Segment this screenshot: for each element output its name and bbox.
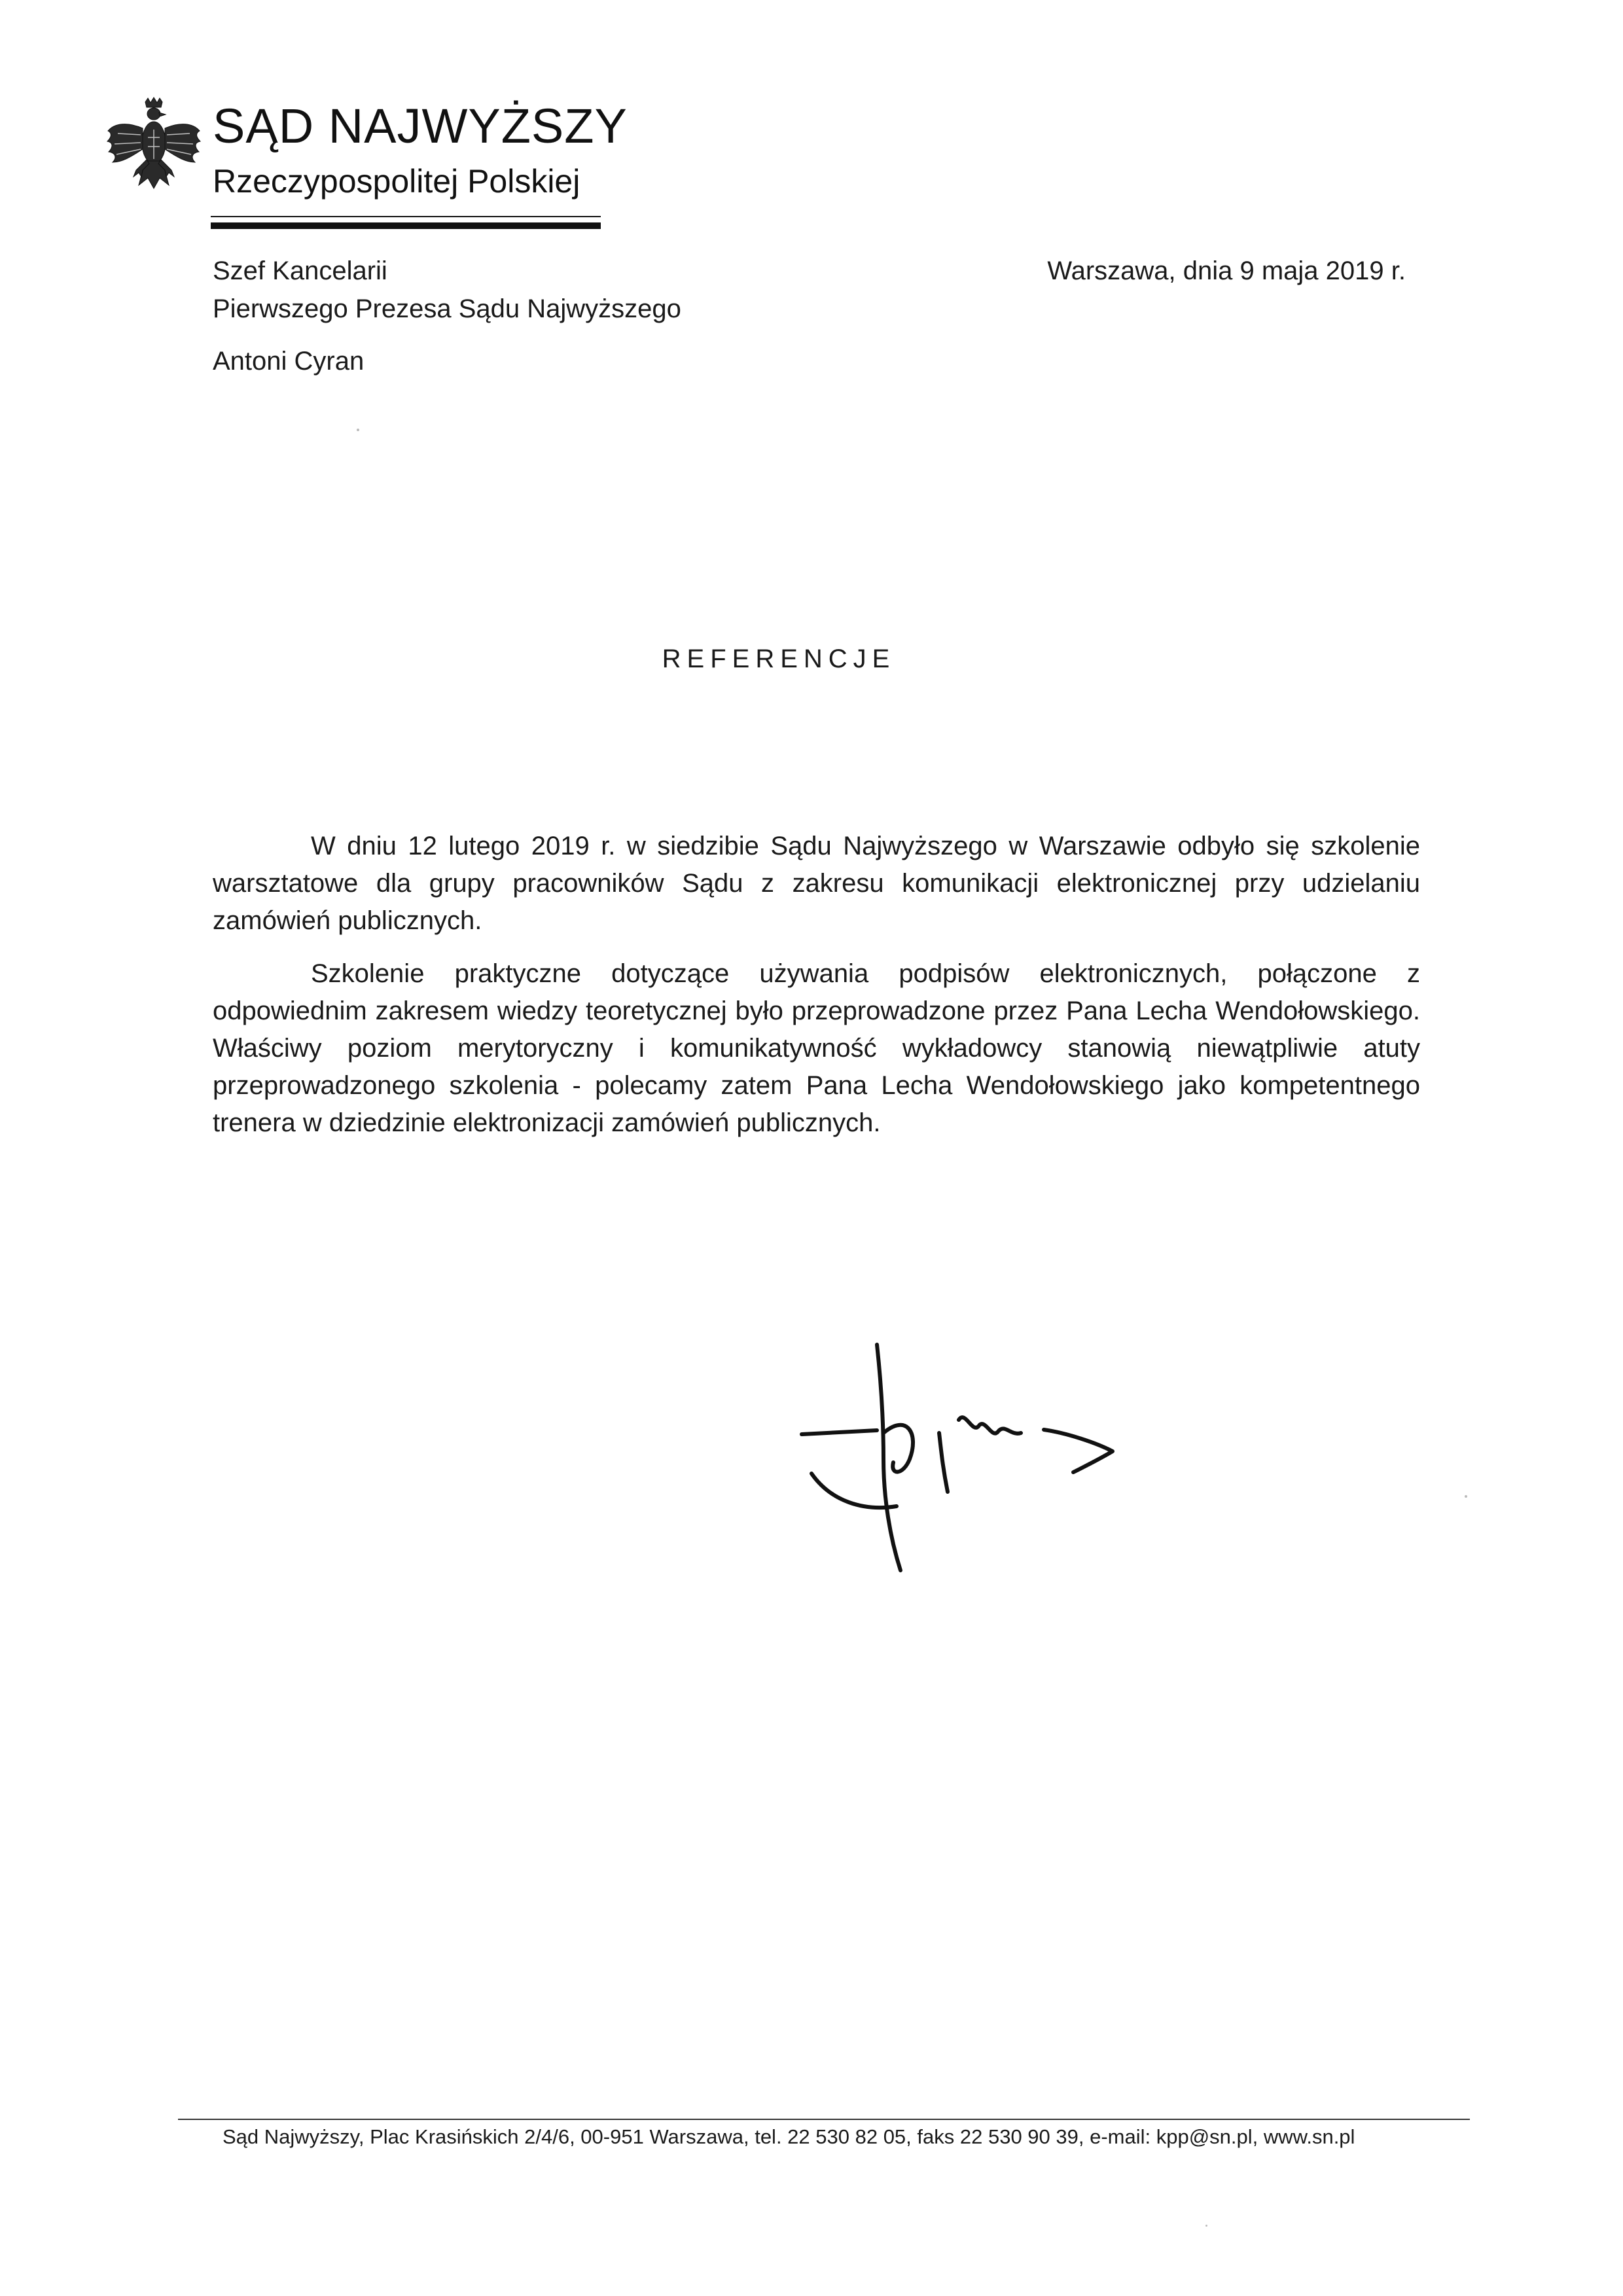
sender-block: [213, 252, 681, 328]
document-title: REFERENCJE: [662, 645, 896, 673]
letter-body: [213, 828, 1420, 1157]
court-name: SĄD NAJWYŻSZY: [213, 99, 628, 153]
sender-title-line1: Szef Kancelarii: [213, 256, 387, 285]
body-paragraph-2: Szkolenie praktyczne dotyczące używania podpisów elektronicznych, połączone z odpowiednim zakresem wiedzy teoretycznej było przeprowadzone przez Pana Lecha Wendołowskiego. Właściwy poziom merytoryczny i komunikatywność wykładowcy stanowią niewątpliwie atuty przeprowadzonego szkolenia - polecamy zatem Pana Lecha Wendołowskiego jako kompetentnego trenera w dziedzinie elektronizacji zamówień publicznych.: [213, 959, 1420, 1137]
court-subtitle: Rzeczypospolitej Polskiej: [213, 163, 580, 200]
scan-speck: [1465, 1495, 1467, 1498]
letter-date: Warszawa, dnia 9 maja 2019 r.: [1047, 256, 1406, 285]
scan-speck: [1205, 2225, 1207, 2227]
header-rule-thin: [211, 216, 601, 217]
polish-eagle-emblem-icon: [105, 97, 203, 205]
header-rule-thick: [211, 222, 601, 229]
footer-rule: [178, 2119, 1470, 2120]
sender-name: Antoni Cyran: [213, 347, 365, 376]
footer-contact: Sąd Najwyższy, Plac Krasińskich 2/4/6, 00-951 Warszawa, tel. 22 530 82 05, faks 22 530 90 39, e-mail: kpp@sn.pl, www.sn.pl: [223, 2125, 1355, 2148]
scan-speck: [357, 429, 359, 431]
handwritten-signature-icon: [785, 1335, 1165, 1583]
sender-title-line2: Pierwszego Prezesa Sądu Najwyższego: [213, 294, 681, 323]
body-paragraph-1: W dniu 12 lutego 2019 r. w siedzibie Sądu Najwyższego w Warszawie odbyło się szkolenie warsztatowe dla grupy pracowników Sądu z zakresu komunikacji elektronicznej przy udzielaniu zamówień publicznych.: [213, 832, 1420, 935]
